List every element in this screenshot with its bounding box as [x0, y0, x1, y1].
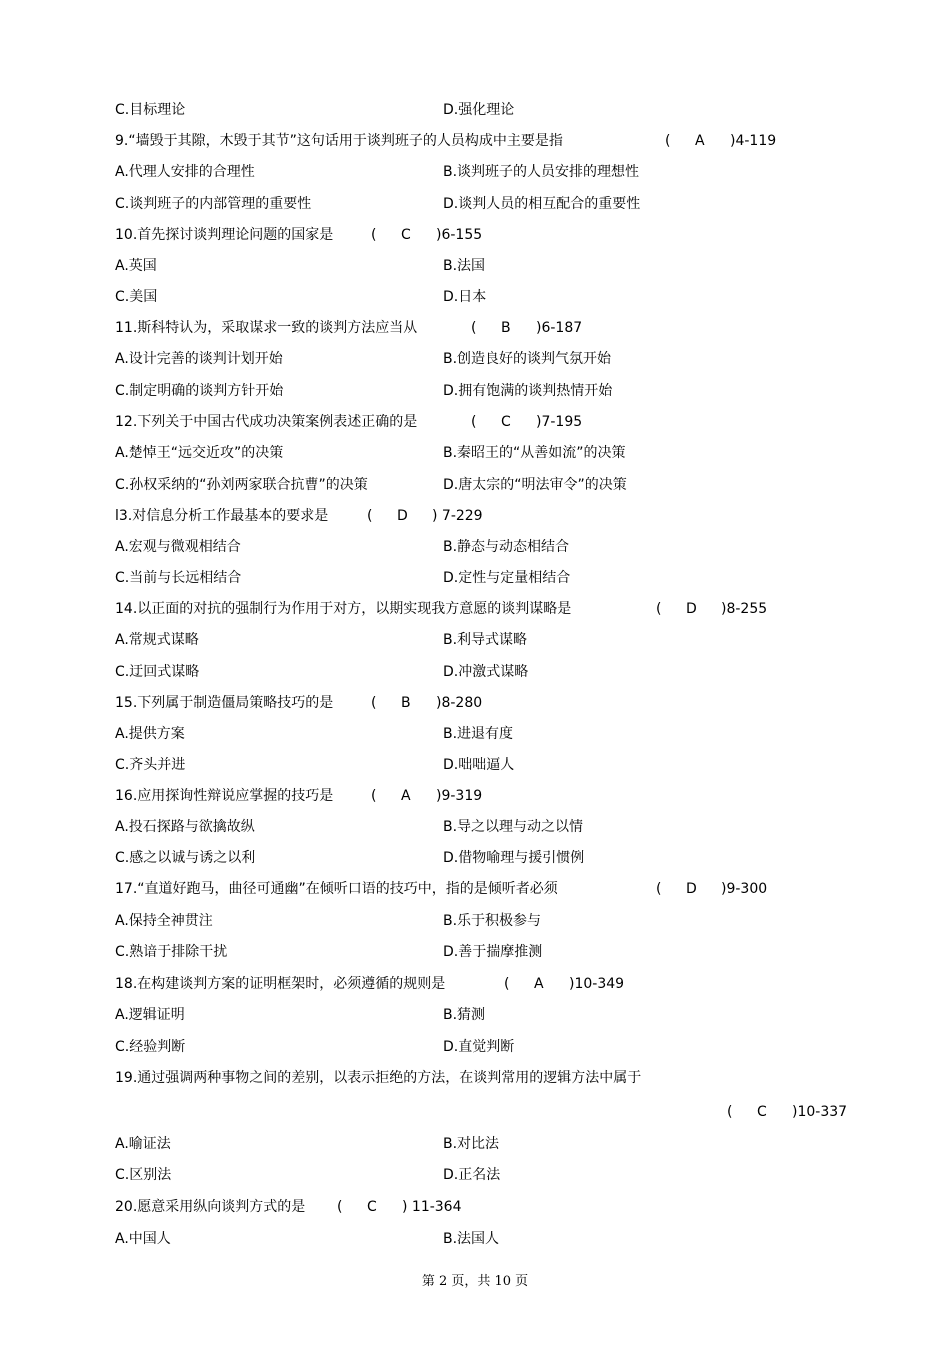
question-item: [115, 598, 768, 620]
question-text: 10.首先探讨谈判理论问题的国家是: [115, 227, 334, 243]
option-right: B.导之以理与动之以情: [443, 819, 584, 835]
option-row: [115, 99, 515, 121]
option-row: [115, 474, 627, 496]
bracket-open: (: [371, 695, 377, 711]
question-item: [115, 224, 483, 246]
option-row: [115, 567, 571, 589]
question-text: l3.对信息分析工作最基本的要求是: [115, 508, 329, 524]
option-right: B.谈判班子的人员安排的理想性: [443, 164, 640, 180]
bracket-close-and-reference: )4-119: [730, 133, 777, 149]
option-row: [115, 1164, 501, 1186]
question-item: [115, 1196, 462, 1218]
option-right: B.对比法: [443, 1136, 500, 1152]
option-row: [115, 193, 641, 215]
bracket-open: (: [727, 1104, 733, 1120]
option-right: D.日本: [443, 289, 487, 305]
bracket-close-and-reference: )9-300: [721, 881, 768, 897]
option-right: B.法国: [443, 258, 486, 274]
bracket-close-and-reference: )7-195: [536, 414, 583, 430]
answer-letter: B: [401, 695, 411, 711]
option-right: B.猜测: [443, 1007, 486, 1023]
answer-letter: A: [534, 976, 544, 992]
question-text: 11.斯科特认为，采取谋求一致的谈判方法应当从: [115, 320, 418, 336]
option-right: D.善于揣摩推测: [443, 944, 543, 960]
question-text: 9.“墙毁于其隙，木毁于其节”这句话用于谈判班子的人员构成中主要是指: [115, 133, 563, 149]
option-right: D.借物喻理与援引惯例: [443, 850, 585, 866]
bracket-close-and-reference: ) 11-364: [402, 1199, 462, 1215]
option-right: D.直觉判断: [443, 1039, 515, 1055]
answer-letter: B: [501, 320, 511, 336]
option-right: B.进退有度: [443, 726, 514, 742]
option-left: C.谈判班子的内部管理的重要性: [115, 196, 312, 212]
question-text: 16.应用探询性辩说应掌握的技巧是: [115, 788, 334, 804]
bracket-open: (: [471, 414, 477, 430]
bracket-close-and-reference: )8-280: [436, 695, 483, 711]
option-left: C.感之以诚与诱之以利: [115, 850, 256, 866]
option-right: D.正名法: [443, 1167, 501, 1183]
option-left: A.投石探路与欲擒故纵: [115, 819, 255, 835]
bracket-open: (: [665, 133, 671, 149]
option-left: A.设计完善的谈判计划开始: [115, 351, 283, 367]
option-row: [115, 286, 487, 308]
question-text: 17.“直道好跑马，曲径可通幽”在倾听口语的技巧中，指的是倾听者必须: [115, 881, 558, 897]
option-left: C.目标理论: [115, 102, 186, 118]
option-right: D.强化理论: [443, 102, 515, 118]
question-item: [115, 1067, 641, 1089]
option-left: C.熟谙于排除干扰: [115, 944, 228, 960]
option-right: D.谈判人员的相互配合的重要性: [443, 196, 641, 212]
question-text: 14.以正面的对抗的强制行为作用于对方，以期实现我方意愿的谈判谋略是: [115, 601, 572, 617]
option-row: [115, 847, 585, 869]
option-left: A.楚悼王“远交近攻”的决策: [115, 445, 284, 461]
question-item: [115, 692, 483, 714]
option-right: B.创造良好的谈判气氛开始: [443, 351, 612, 367]
option-row: [115, 1228, 500, 1250]
option-row: [115, 380, 613, 402]
option-row: [115, 1004, 486, 1026]
bracket-close-and-reference: )10-337: [792, 1104, 848, 1120]
option-left: A.宏观与微观相结合: [115, 539, 241, 555]
bracket-close-and-reference: )9-319: [436, 788, 483, 804]
option-left: A.中国人: [115, 1231, 171, 1247]
option-right: B.秦昭王的“从善如流”的决策: [443, 445, 626, 461]
option-row: [115, 661, 529, 683]
bracket-close-and-reference: )6-155: [436, 227, 483, 243]
option-right: B.法国人: [443, 1231, 500, 1247]
option-left: C.美国: [115, 289, 158, 305]
answer-letter: C: [367, 1199, 377, 1215]
answer-letter: C: [757, 1104, 767, 1120]
option-left: C.区别法: [115, 1167, 172, 1183]
option-left: A.英国: [115, 258, 157, 274]
option-left: A.代理人安排的合理性: [115, 164, 255, 180]
question-item: [115, 317, 583, 339]
option-left: C.迂回式谋略: [115, 664, 200, 680]
answer-letter: A: [401, 788, 411, 804]
option-row: [115, 442, 626, 464]
bracket-close-and-reference: ) 7-229: [432, 508, 483, 524]
question-text: 18.在构建谈判方案的证明框架时，必须遵循的规则是: [115, 976, 446, 992]
option-left: A.保持全神贯注: [115, 913, 213, 929]
question-item: [115, 785, 483, 807]
option-row: [115, 348, 612, 370]
question-item: [115, 130, 777, 152]
bracket-open: (: [504, 976, 510, 992]
question-text: 20.愿意采用纵向谈判方式的是: [115, 1199, 306, 1215]
option-row: [115, 536, 570, 558]
option-right: D.唐太宗的“明法审令”的决策: [443, 477, 627, 493]
option-row: [115, 1133, 500, 1155]
question-text: 19.通过强调两种事物之间的差别，以表示拒绝的方法，在谈判常用的逻辑方法中属于: [115, 1070, 642, 1086]
option-left: A.提供方案: [115, 726, 185, 742]
option-right: D.拥有饱满的谈判热情开始: [443, 383, 613, 399]
bracket-open: (: [471, 320, 477, 336]
option-left: A.常规式谋略: [115, 632, 199, 648]
option-right: B.静态与动态相结合: [443, 539, 570, 555]
bracket-open: (: [371, 227, 377, 243]
option-left: C.齐头并进: [115, 757, 186, 773]
option-right: B.乐于积极参与: [443, 913, 542, 929]
option-left: C.孙权采纳的“孙刘两家联合抗曹”的决策: [115, 477, 368, 493]
option-row: [115, 255, 486, 277]
option-row: [115, 941, 543, 963]
page-footer: 第 2 页，共 10 页: [421, 1274, 529, 1289]
question-item: [115, 878, 768, 900]
answer-letter: D: [397, 508, 408, 524]
bracket-open: (: [337, 1199, 343, 1215]
option-row: [115, 161, 640, 183]
option-right: D.冲激式谋略: [443, 664, 529, 680]
option-right: B.利导式谋略: [443, 632, 528, 648]
answer-letter: C: [401, 227, 411, 243]
option-left: C.当前与长远相结合: [115, 570, 242, 586]
option-row: [115, 1036, 515, 1058]
answer-letter: D: [686, 881, 697, 897]
bracket-open: (: [656, 881, 662, 897]
question-text: 15.下列属于制造僵局策略技巧的是: [115, 695, 334, 711]
option-row: [115, 910, 542, 932]
question-item: [115, 505, 483, 527]
option-left: C.经验判断: [115, 1039, 186, 1055]
answer-letter: D: [686, 601, 697, 617]
option-left: A.逻辑证明: [115, 1007, 185, 1023]
option-row: [115, 629, 528, 651]
answer-letter: C: [501, 414, 511, 430]
question-item: [115, 411, 583, 433]
answer-letter: A: [695, 133, 705, 149]
option-left: C.制定明确的谈判方针开始: [115, 383, 284, 399]
option-row: [115, 754, 515, 776]
option-row: [115, 723, 514, 745]
option-row: [115, 816, 584, 838]
bracket-close-and-reference: )6-187: [536, 320, 583, 336]
option-right: D.定性与定量相结合: [443, 570, 571, 586]
option-left: A.喻证法: [115, 1136, 171, 1152]
question-item: [115, 973, 625, 995]
bracket-open: (: [367, 508, 373, 524]
bracket-open: (: [656, 601, 662, 617]
bracket-close-and-reference: )8-255: [721, 601, 768, 617]
question-text: 12.下列关于中国古代成功决策案例表述正确的是: [115, 414, 418, 430]
option-right: D.咄咄逼人: [443, 757, 515, 773]
bracket-close-and-reference: )10-349: [569, 976, 625, 992]
bracket-open: (: [371, 788, 377, 804]
